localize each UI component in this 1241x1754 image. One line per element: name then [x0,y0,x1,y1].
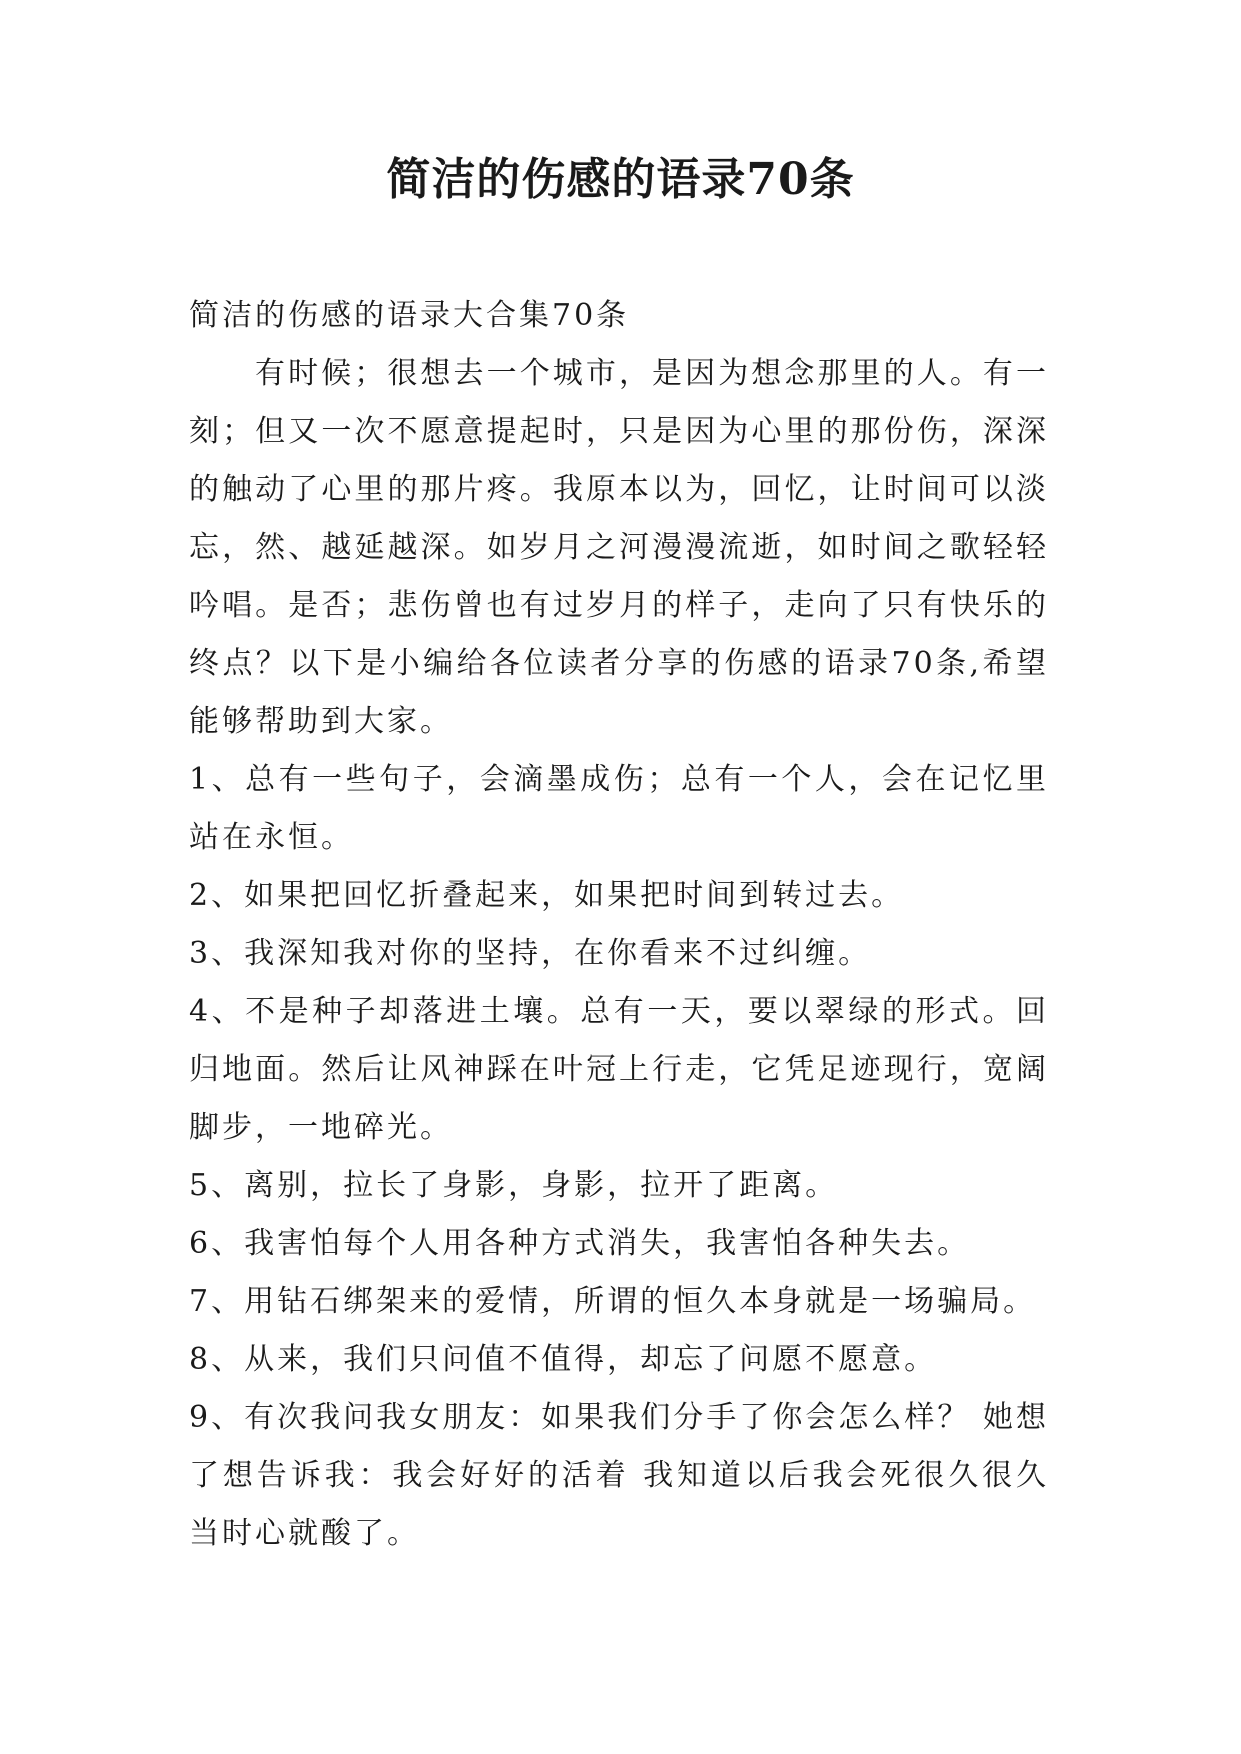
quote-item-7: 7、用钻石绑架来的爱情，所谓的恒久本身就是一场骗局。 [189,1284,1037,1319]
quote-item-6: 6、我害怕每个人用各种方式消失，我害怕各种失去。 [189,1226,971,1261]
quote-item-9: 9、有次我问我女朋友：如果我们分手了你会怎么样？ 她想了想告诉我：我会好好的活着 我知道以后我会死很久很久当时心就酸了。 [189,1400,1049,1551]
document-title: 简洁的伤感的语录70条 [386,154,855,205]
quote-item-3: 3、我深知我对你的坚持，在你看来不过纠缠。 [189,936,872,971]
quote-item-5: 5、离别，拉长了身影，身影，拉开了距离。 [189,1168,839,1203]
document-subtitle: 简洁的伤感的语录大合集70条 [189,298,630,333]
quote-item-4: 4、不是种子却落进土壤。总有一天，要以翠绿的形式。回归地面。然后让风神踩在叶冠上行走，它凭足迹现行，宽阔脚步，一地碎光。 [189,994,1049,1145]
quote-item-2: 2、如果把回忆折叠起来，如果把时间到转过去。 [189,878,905,913]
quote-item-8: 8、从来，我们只问值不值得，却忘了问愿不愿意。 [189,1342,938,1377]
intro-paragraph: 有时候；很想去一个城市，是因为想念那里的人。有一刻；但又一次不愿意提起时，只是因为心里的那份伤，深深的触动了心里的那片疼。我原本以为，回忆，让时间可以淡忘，然、越延越深。如岁月之河漫漫流逝，如时间之歌轻轻吟唱。是否；悲伤曾也有过岁月的样子，走向了只有快乐的终点？以下是小编给各位读者分享的伤感的语录70条,希望能够帮助到大家。 [189,356,1049,739]
document-body [189,287,1049,1563]
quote-item-1: 1、总有一些句子，会滴墨成伤；总有一个人，会在记忆里站在永恒。 [189,762,1049,855]
